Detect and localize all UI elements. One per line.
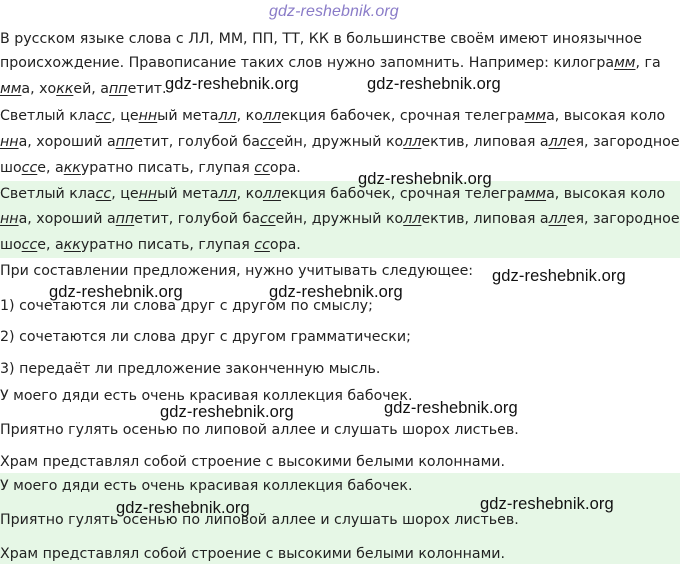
sentence-2: Приятно гулять осенью по липовой аллее и слушать шорох листьев. <box>0 422 519 438</box>
watermark: gdz-reshebnik.org <box>269 283 403 301</box>
phrases-line-1: Светлый класс, ценный металл, коллекция бабочек, срочная телеграмма, высокая коло <box>0 108 666 124</box>
answer-phrases-line-2: нна, хороший аппетит, голубой бассейн, дружный коллектив, липовая аллея, загородное <box>0 211 680 227</box>
answer-phrases-line-1: Светлый класс, ценный металл, коллекция бабочек, срочная телеграмма, высокая коло <box>0 186 666 202</box>
answer-sentence-1: У моего дяди есть очень красивая коллекция бабочек. <box>0 478 413 494</box>
rule-1: 1) сочетаются ли слова друг с другом по смыслу; <box>0 298 373 314</box>
rules-intro: При составлении предложения, нужно учитывать следующее: <box>0 263 474 279</box>
watermark: gdz-reshebnik.org <box>480 495 614 513</box>
phrases-line-2: нна, хороший аппетит, голубой бассейн, дружный коллектив, липовая аллея, загородное <box>0 134 680 150</box>
watermark: gdz-reshebnik.org <box>384 399 518 417</box>
intro-line-2: происхождение. Правописание таких слов нужно запомнить. Например: килограмм, га <box>0 55 661 71</box>
answer-phrases-line-3: шоссе, аккуратно писать, глупая ссора. <box>0 237 301 253</box>
sentence-1: У моего дяди есть очень красивая коллекция бабочек. <box>0 388 413 404</box>
rule-3: 3) передаёт ли предложение законченную мысль. <box>0 361 381 377</box>
watermark: gdz-reshebnik.org <box>160 403 294 421</box>
answer-sentence-2: Приятно гулять осенью по липовой аллее и слушать шорох листьев. <box>0 512 519 528</box>
watermark: gdz-reshebnik.org <box>116 499 250 517</box>
watermark: gdz-reshebnik.org <box>49 283 183 301</box>
watermark: gdz-reshebnik.org <box>358 170 492 188</box>
sentence-3: Храм представлял собой строение с высокими белыми колоннами. <box>0 454 506 470</box>
intro-line-3: мма, хоккей, аппетит. <box>0 81 167 97</box>
watermark: gdz-reshebnik.org <box>492 267 626 285</box>
answer-sentence-3: Храм представлял собой строение с высокими белыми колоннами. <box>0 546 506 562</box>
watermark: gdz-reshebnik.org <box>367 75 501 93</box>
intro-line-1: В русском языке слова с ЛЛ, ММ, ПП, ТТ, КК в большинстве своём имеют иноязычное <box>0 31 642 47</box>
phrases-line-3: шоссе, аккуратно писать, глупая ссора. <box>0 160 301 176</box>
rule-2: 2) сочетаются ли слова друг с другом грамматически; <box>0 329 411 345</box>
watermark: gdz-reshebnik.org <box>165 75 299 93</box>
watermark-top: gdz-reshebnik.org <box>269 3 399 20</box>
